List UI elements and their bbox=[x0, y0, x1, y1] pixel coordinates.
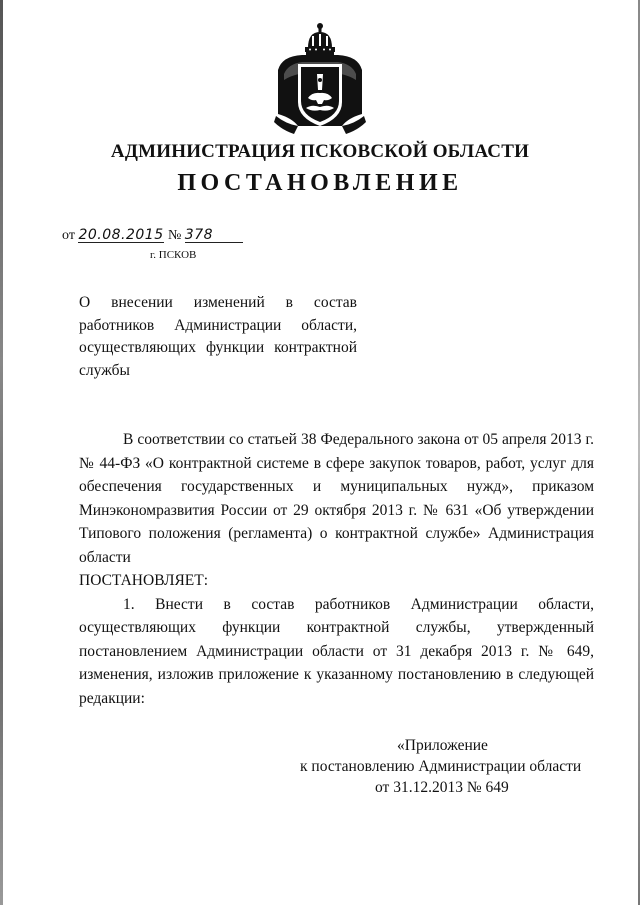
scan-edge-left bbox=[0, 0, 3, 905]
body-paragraph-1: В соответствии со статьей 38 Федерального закона от 05 апреля 2013 г. № 44-ФЗ «О контрактной системе в сфере закупок товаров, работ, услуг для обеспечения государственных и муниципальных нужд», приказом Минэкономразвития России от 29 октября 2013 г. № 631 «Об утверждении Типового положения (регламента) о контрактной службе» Администрация области bbox=[79, 431, 594, 566]
handwritten-number: 378 bbox=[185, 228, 243, 243]
city-label: г. ПСКОВ bbox=[150, 249, 197, 261]
appendix-line-3: от 31.12.2013 № 649 bbox=[375, 779, 509, 796]
appendix-line-2: к постановлению Администрации области bbox=[300, 758, 582, 775]
document-type-title: ПОСТАНОВЛЕНИЕ bbox=[177, 170, 463, 196]
handwritten-date: 20.08.2015 bbox=[78, 227, 164, 243]
number-prefix: № bbox=[167, 228, 182, 243]
organization-title: АДМИНИСТРАЦИЯ ПСКОВСКОЙ ОБЛАСТИ bbox=[110, 141, 530, 162]
date-number-row bbox=[62, 228, 243, 244]
appendix-line-1: «Приложение bbox=[397, 737, 488, 754]
decree-word: ПОСТАНОВЛЯЕТ: bbox=[79, 572, 209, 589]
document-body bbox=[79, 428, 594, 710]
pskov-coat-of-arms-icon bbox=[272, 22, 368, 138]
body-paragraph-2: 1. Внести в состав работников Администрации области, осуществляющих функции контрактной службы, утвержденный постановлением Администрации области от 31 декабря 2013 г. № 649, изменения, изложив приложение к указанному постановлению в следующей редакции: bbox=[79, 595, 594, 707]
date-prefix: от bbox=[62, 228, 75, 243]
document-subject: О внесении изменений в состав работников Администрации области, осуществляющих функции контрактной службы bbox=[79, 294, 357, 379]
